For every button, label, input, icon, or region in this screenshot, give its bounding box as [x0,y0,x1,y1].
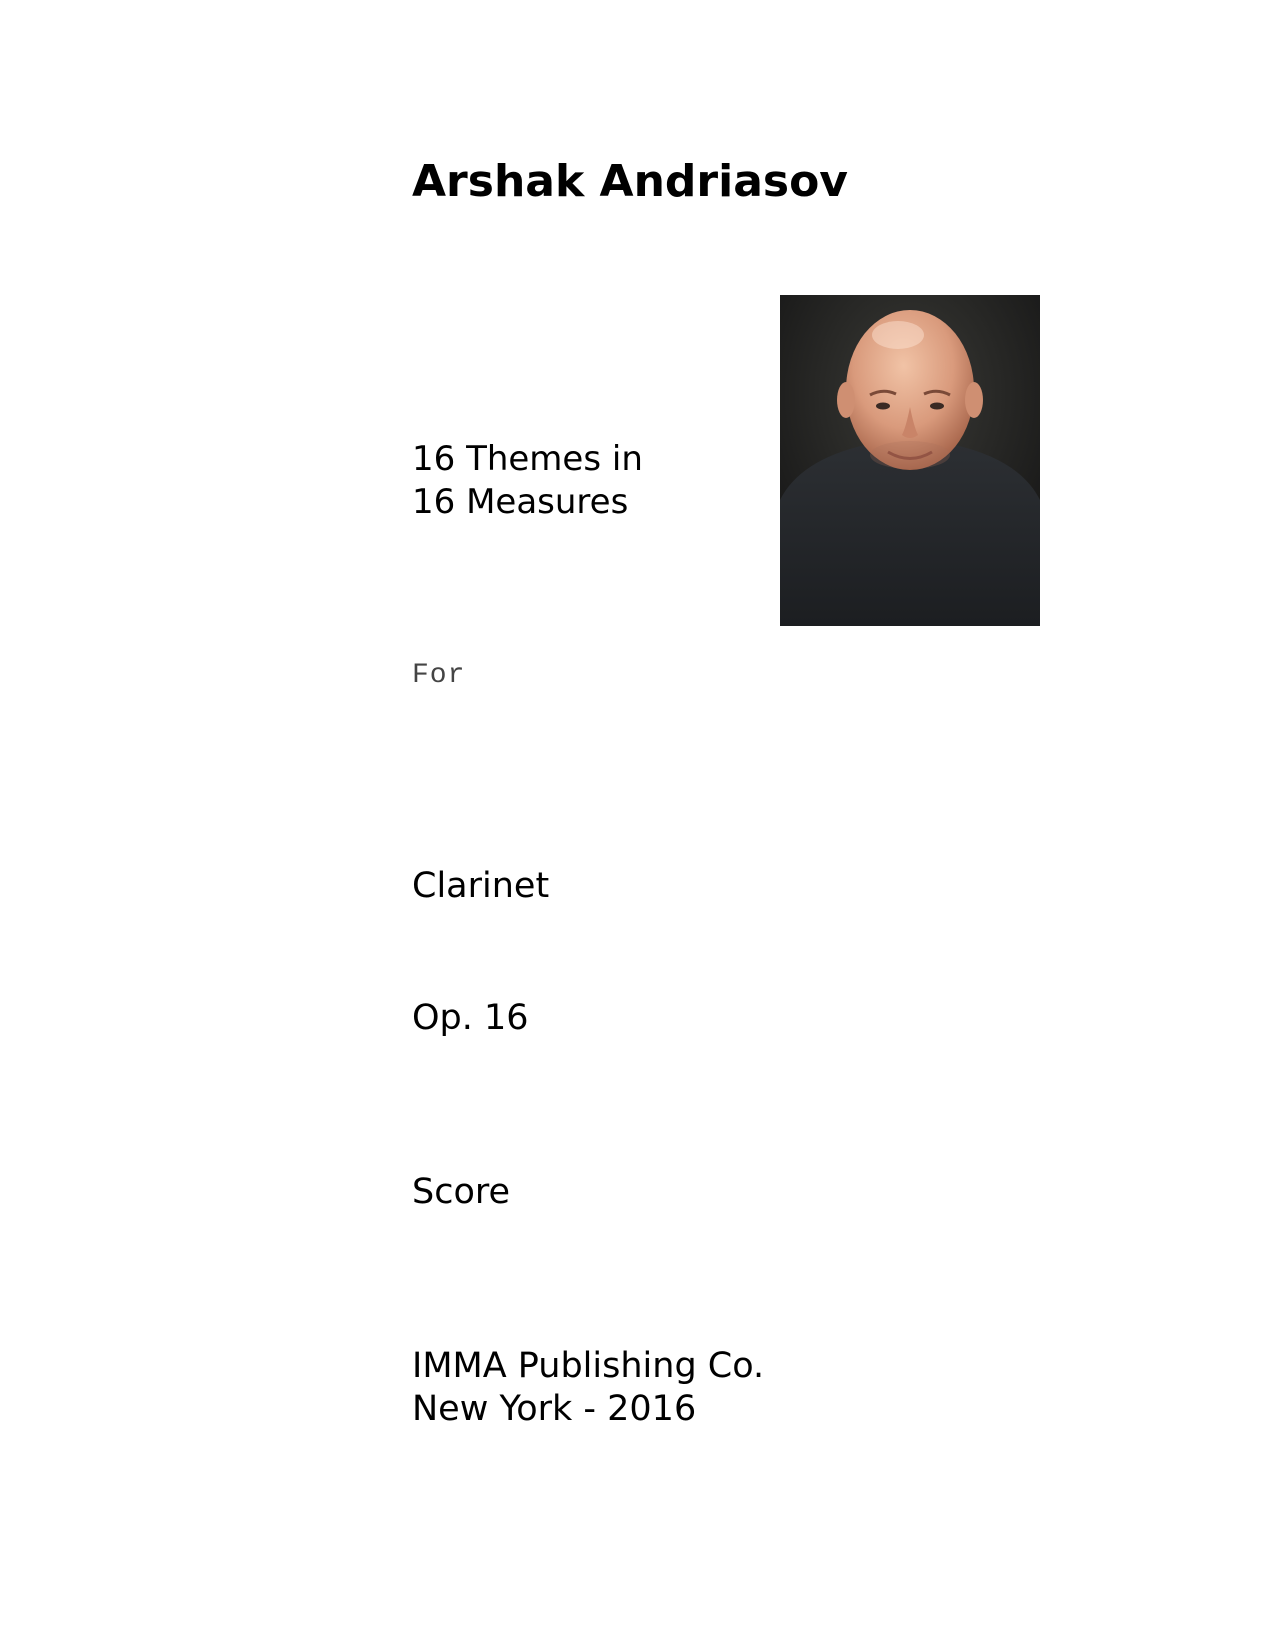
instrument-name: Clarinet [412,866,550,906]
for-label: For [412,660,466,691]
publisher-place-year: New York - 2016 [412,1389,697,1429]
publisher-name: IMMA Publishing Co. [412,1346,765,1386]
composer-portrait-photo [780,295,1040,626]
work-title-line-1: 16 Themes in [412,439,643,479]
edition-type: Score [412,1172,511,1212]
composer-name: Arshak Andriasov [412,156,848,207]
opus-number: Op. 16 [412,998,529,1038]
work-title-line-2: 16 Measures [412,482,629,522]
